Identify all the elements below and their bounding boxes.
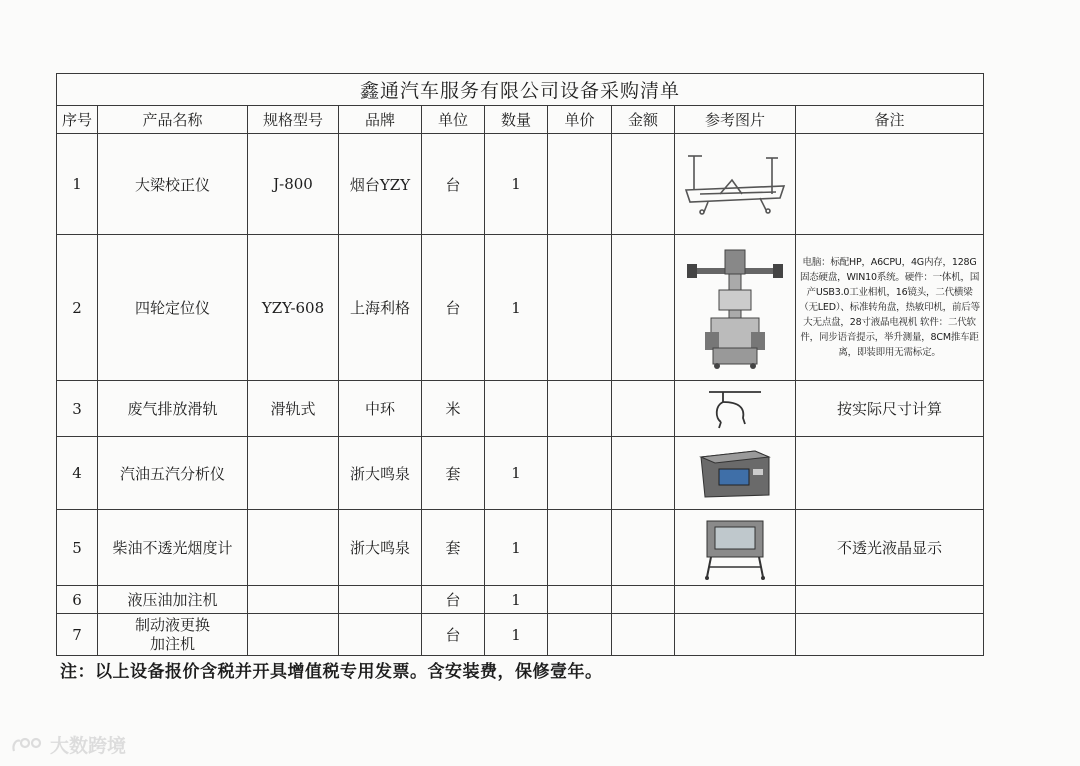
cell-price [548, 614, 612, 656]
header-brand: 品牌 [339, 106, 422, 134]
cell-qty: 1 [485, 134, 548, 235]
cell-qty: 1 [485, 614, 548, 656]
cell-amount [612, 235, 675, 381]
cell-unit: 台 [422, 586, 485, 614]
watermark-text: 大数跨境 [50, 735, 127, 757]
procurement-sheet [56, 73, 983, 656]
cell-name: 大梁校正仪 [98, 134, 248, 235]
exhaust-rail-icon [705, 388, 765, 430]
cell-image [675, 134, 796, 235]
cell-price [548, 586, 612, 614]
cell-image [675, 381, 796, 437]
cell-no: 5 [57, 510, 98, 586]
header-qty: 数量 [485, 106, 548, 134]
cell-remark: 电脑：标配HP，A6CPU，4G内存，128G固态硬盘，WIN10系统。硬件：一体机，国产USB3.0工业相机，16镜头，二代横梁（无LED）、标准转角盘，热敏印机，前后等大无点盘，28寸液晶电视机 软件：二代软件，同步语音提示，举升测量，8CM推车距离，即装即用无需标定。 [796, 235, 984, 381]
procurement-table [56, 73, 984, 656]
cell-name: 汽油五汽分析仪 [98, 437, 248, 510]
cell-qty: 1 [485, 437, 548, 510]
cell-model: J-800 [248, 134, 339, 235]
cell-brand: 上海利格 [339, 235, 422, 381]
table-row [57, 437, 984, 510]
cell-no: 7 [57, 614, 98, 656]
cell-name [98, 614, 248, 656]
table-row [57, 614, 984, 656]
cell-model [248, 586, 339, 614]
header-model: 规格型号 [248, 106, 339, 134]
footnote: 注：以上设备报价含税并开具增值税专用发票。含安装费，保修壹年。 [60, 662, 603, 682]
cell-remark [796, 614, 984, 656]
cell-qty: 1 [485, 235, 548, 381]
cell-model [248, 437, 339, 510]
table-row [57, 586, 984, 614]
cell-name: 柴油不透光烟度计 [98, 510, 248, 586]
header-price: 单价 [548, 106, 612, 134]
header-no: 序号 [57, 106, 98, 134]
cell-brand: 烟台YZY [339, 134, 422, 235]
watermark-logo-icon [10, 735, 44, 755]
cell-amount [612, 614, 675, 656]
cell-amount [612, 437, 675, 510]
cell-remark: 按实际尺寸计算 [796, 381, 984, 437]
cell-image [675, 614, 796, 656]
cell-brand: 浙大鸣泉 [339, 437, 422, 510]
cell-unit: 台 [422, 134, 485, 235]
table-row [57, 235, 984, 381]
table-row [57, 134, 984, 235]
cell-model: YZY-608 [248, 235, 339, 381]
cell-no: 1 [57, 134, 98, 235]
cell-price [548, 510, 612, 586]
cell-brand: 浙大鸣泉 [339, 510, 422, 586]
header-unit: 单位 [422, 106, 485, 134]
cell-name: 废气排放滑轨 [98, 381, 248, 437]
cell-image [675, 437, 796, 510]
header-image: 参考图片 [675, 106, 796, 134]
cell-image [675, 510, 796, 586]
cell-unit: 套 [422, 437, 485, 510]
cell-amount [612, 586, 675, 614]
watermark [10, 731, 126, 758]
cell-model: 滑轨式 [248, 381, 339, 437]
cell-model [248, 614, 339, 656]
cell-price [548, 134, 612, 235]
cell-amount [612, 134, 675, 235]
header-remark: 备注 [796, 106, 984, 134]
cell-brand: 中环 [339, 381, 422, 437]
header-row [57, 106, 984, 134]
cell-price [548, 437, 612, 510]
smoke-meter-icon [697, 515, 773, 581]
cell-qty: 1 [485, 510, 548, 586]
cell-brand [339, 614, 422, 656]
header-amount: 金额 [612, 106, 675, 134]
cell-image [675, 235, 796, 381]
cell-qty: 1 [485, 586, 548, 614]
cell-remark [796, 134, 984, 235]
table-row [57, 510, 984, 586]
cell-unit: 台 [422, 614, 485, 656]
cell-remark [796, 586, 984, 614]
cell-price [548, 381, 612, 437]
cell-no: 4 [57, 437, 98, 510]
cell-brand [339, 586, 422, 614]
cell-no: 6 [57, 586, 98, 614]
cell-unit: 套 [422, 510, 485, 586]
cell-no: 2 [57, 235, 98, 381]
table-row [57, 381, 984, 437]
cell-name: 四轮定位仪 [98, 235, 248, 381]
frame-straightener-icon [680, 150, 790, 218]
wheel-aligner-icon [685, 244, 785, 372]
cell-amount [612, 381, 675, 437]
cell-name-line-1: 制动液更换 [134, 615, 210, 634]
cell-name: 液压油加注机 [98, 586, 248, 614]
cell-no: 3 [57, 381, 98, 437]
cell-remark: 不透光液晶显示 [796, 510, 984, 586]
cell-model [248, 510, 339, 586]
gas-analyzer-icon [695, 445, 775, 501]
cell-price [548, 235, 612, 381]
cell-unit: 米 [422, 381, 485, 437]
cell-qty [485, 381, 548, 437]
cell-amount [612, 510, 675, 586]
header-name: 产品名称 [98, 106, 248, 134]
cell-unit: 台 [422, 235, 485, 381]
cell-image [675, 586, 796, 614]
table-title: 鑫通汽车服务有限公司设备采购清单 [57, 74, 984, 106]
cell-remark [796, 437, 984, 510]
cell-name-line-2: 加注机 [149, 634, 195, 653]
